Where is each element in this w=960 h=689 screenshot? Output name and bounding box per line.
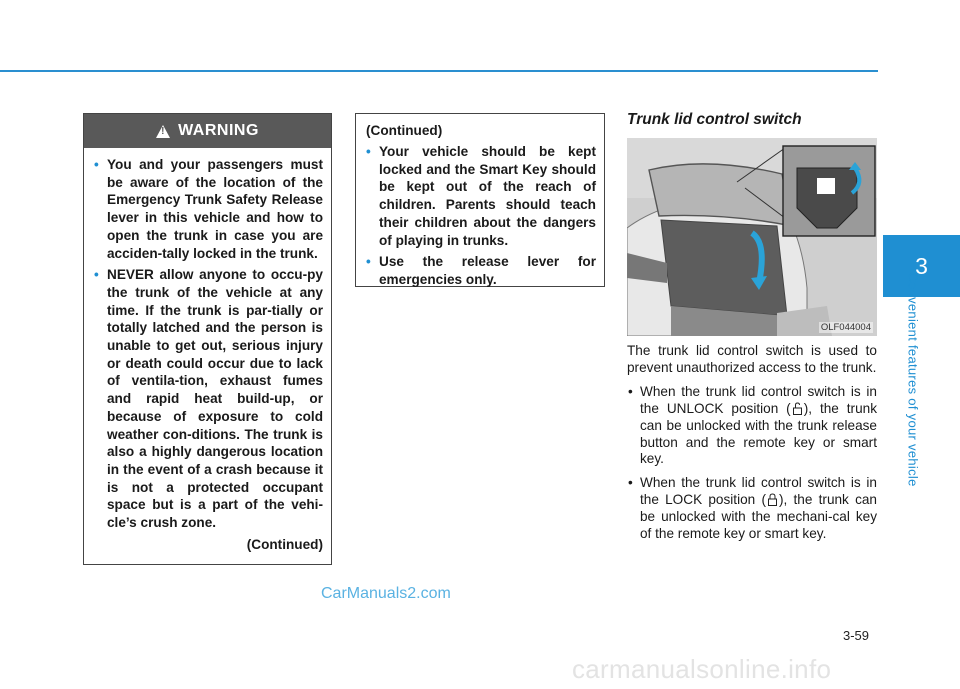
chapter-title-text: Convenient features of your vehicle: [905, 272, 921, 487]
lock-bullet: [627, 475, 877, 543]
warning-label: WARNING: [178, 122, 259, 139]
warning-body: [84, 148, 331, 554]
section-body: [627, 343, 877, 550]
unlock-text-a: When the trunk lid control switch is in the UNLOCK position (: [640, 383, 877, 416]
section-title: Trunk lid control switch: [627, 111, 802, 128]
unlock-bullet: [627, 384, 877, 469]
intro-paragraph: The trunk lid control switch is used to prevent unauthorized access to the trunk.: [627, 343, 877, 375]
continued-item: • Use the release lever for emergencies only.: [366, 253, 596, 288]
warning-continued: (Continued): [246, 536, 323, 552]
switch-position-list: [627, 384, 877, 543]
lock-text-a: When the trunk lid control switch is in the LOCK position (: [640, 475, 877, 508]
watermark-carmanualsonline: carmanualsonline.info: [572, 654, 832, 684]
trunk-lid-photo: [627, 138, 877, 336]
continued-heading: (Continued): [366, 123, 443, 138]
continued-list: [366, 143, 596, 289]
continued-item: • Your vehicle should be kept locked and the Smart Key should be kept out of the reach of children. Parents should teach their children about the dangers of playing in trunks.: [366, 143, 596, 249]
warning-header: [84, 114, 331, 148]
chapter-number-tab: 3: [883, 235, 960, 297]
header-rule: [0, 70, 878, 72]
continued-warning-box: [355, 113, 605, 287]
warning-list: [94, 156, 323, 532]
warning-triangle-icon: [156, 125, 170, 138]
unlock-icon: [792, 402, 803, 415]
warning-box: [83, 113, 332, 565]
watermark-carmanuals2[interactable]: CarManuals2.com: [321, 585, 451, 602]
page-number: 3-59: [843, 628, 870, 643]
warning-item: • NEVER allow anyone to occu-py the trunk of the vehicle at any time. If the trunk is par-tially or totally latched and the person is unable to get out, serious injury or death could occur due to lack of ventila-tion, exhaust fumes and rapid heat build-up, or because of exposure to cold weather con-ditions. The trunk is also a highly dangerous location in the event of a crash because it is not a protected occupant space but is a part of the vehi-cle’s crush zone.: [94, 266, 323, 532]
warning-item: • You and your passengers must be aware of the location of the Emergency Trunk Safety Release lever in this vehicle and how to open the trunk in case you are acciden-tally locked in the trunk.: [94, 156, 323, 262]
chapter-title: [893, 262, 933, 502]
lock-text-b: ), the trunk can be unlocked with the mechani-cal key of the remote key or smart key.: [640, 492, 877, 542]
image-code: OLF044004: [820, 322, 871, 333]
trunk-illustration: [627, 138, 877, 336]
unlock-text-b: ), the trunk can be unlocked with the trunk release button and the remote key or smart key.: [640, 400, 877, 467]
lock-icon: [767, 493, 778, 506]
